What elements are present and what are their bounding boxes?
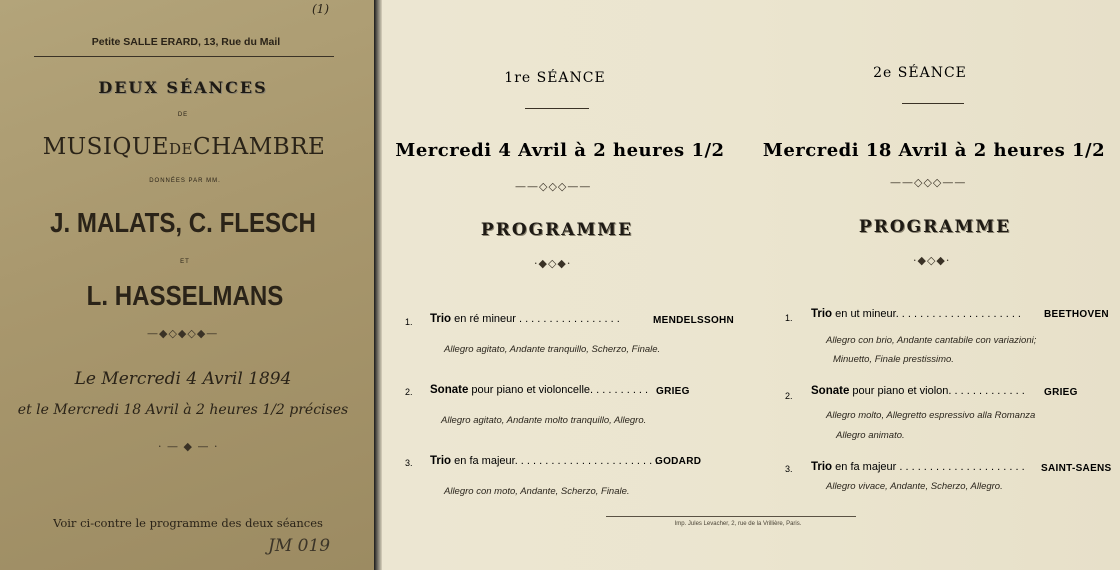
movements-line-1: Allegro molto, Allegretto espressivo alla Romanza: [826, 410, 1036, 421]
item-title: [811, 461, 1025, 473]
item-title: [430, 313, 620, 325]
cover-top-rule: [34, 56, 334, 57]
cover-donnees: DONNÉES PAR MM.: [149, 178, 221, 184]
cover-title-music: [43, 134, 326, 160]
work-detail: pour piano et violon. . . . . . . . . . . . .: [849, 385, 1025, 397]
seance1-programme: PROGRAMME: [480, 220, 634, 240]
cover-title-line1: DEUX SÉANCES: [98, 78, 268, 97]
seance2-date: Mercredi 18 Avril à 2 heures 1/2: [762, 140, 1106, 161]
work-title: Trio: [811, 461, 833, 473]
item-title: [430, 384, 648, 396]
seance1-date: Mercredi 4 Avril à 2 heures 1/2: [395, 140, 725, 161]
cover-ornament-1: —◆◇◆◇◆—: [147, 327, 219, 340]
programme-page: [374, 0, 1120, 570]
cover-artists-line1: J. MALATS, C. FLESCH: [50, 207, 316, 238]
work-title: Sonate: [430, 384, 469, 396]
composer: BEETHOVEN: [1044, 309, 1109, 320]
item-title: [811, 385, 1025, 397]
work-detail: pour piano et violoncelle. . . . . . . . . .: [468, 384, 649, 396]
seance1-ornament: ——◇◇◇——: [515, 180, 592, 193]
page-fold: [374, 0, 382, 570]
work-detail: en fa majeur . . . . . . . . . . . . . . . . . . . . .: [832, 461, 1025, 473]
cover-word-chambre: CHAMBRE: [192, 134, 326, 160]
cover-et: ET: [180, 259, 190, 265]
composer: GRIEG: [1044, 387, 1078, 398]
movements-line-2: Minuetto, Finale prestissimo.: [833, 354, 954, 365]
cover-page: [0, 0, 374, 570]
movements: Allegro vivace, Andante, Scherzo, Allegro.: [826, 481, 1003, 492]
movements: Allegro agitato, Andante molto tranquillo, Allegro.: [441, 415, 647, 426]
composer: SAINT-SAENS: [1041, 463, 1112, 474]
seance2-programme-ornament: ·◆◇◆·: [913, 254, 951, 267]
footer-rule: [606, 516, 856, 517]
cover-date-2: et le Mercredi 18 Avril à 2 heures 1/2 précises: [17, 402, 349, 418]
item-title: [811, 308, 1021, 320]
cover-word-musique: MUSIQUE: [42, 134, 169, 160]
cover-word-de: DE: [169, 140, 193, 158]
cover-ornament-2: · — ◆ — ·: [158, 440, 219, 453]
work-detail: en fa majeur. . . . . . . . . . . . . . . . . . . . . . . .: [451, 455, 659, 467]
composer: MENDELSSOHN: [653, 315, 735, 326]
work-title: Trio: [811, 308, 833, 320]
cover-de-small: DE: [177, 112, 189, 118]
archive-mark: (1): [312, 2, 329, 16]
item-number: 1.: [405, 317, 413, 327]
seance2-ornament: ——◇◇◇——: [890, 176, 967, 189]
archive-stamp: JM 019: [268, 536, 331, 556]
composer: GRIEG: [656, 386, 690, 397]
seance2-programme: PROGRAMME: [858, 217, 1012, 237]
cover-note: Voir ci-contre le programme des deux séances: [53, 516, 323, 530]
seance1-heading: 1re SÉANCE: [504, 70, 606, 86]
work-title: Trio: [430, 455, 452, 467]
printer-imprint: Imp. Jules Levacher, 2, rue de la Vrillière, Paris.: [674, 521, 802, 527]
item-number: 2.: [785, 391, 793, 401]
cover-date-1: Le Mercredi 4 Avril 1894: [74, 369, 292, 389]
movements-line-2: Allegro animato.: [836, 430, 905, 441]
cover-artists-line2: L. HASSELMANS: [86, 280, 284, 311]
movements-line-1: Allegro con brio, Andante cantabile con variazioni;: [826, 335, 1037, 346]
venue-line: Petite SALLE ERARD, 13, Rue du Mail: [91, 36, 281, 48]
seance1-rule: [525, 108, 589, 109]
item-number: 3.: [405, 458, 413, 468]
seance2-heading: 2e SÉANCE: [873, 65, 967, 81]
item-number: 1.: [785, 313, 793, 323]
work-detail: en ut mineur. . . . . . . . . . . . . . . . . . . . .: [832, 308, 1021, 320]
seance1-programme-ornament: ·◆◇◆·: [534, 257, 572, 270]
item-number: 2.: [405, 387, 413, 397]
item-title: [430, 455, 658, 467]
seance2-rule: [902, 103, 964, 104]
work-detail: en ré mineur . . . . . . . . . . . . . . . . .: [451, 313, 620, 325]
composer: GODARD: [655, 456, 702, 467]
item-number: 3.: [785, 464, 793, 474]
work-title: Trio: [430, 313, 452, 325]
movements: Allegro agitato, Andante tranquillo, Scherzo, Finale.: [444, 344, 661, 355]
movements: Allegro con moto, Andante, Scherzo, Finale.: [444, 486, 630, 497]
work-title: Sonate: [811, 385, 850, 397]
